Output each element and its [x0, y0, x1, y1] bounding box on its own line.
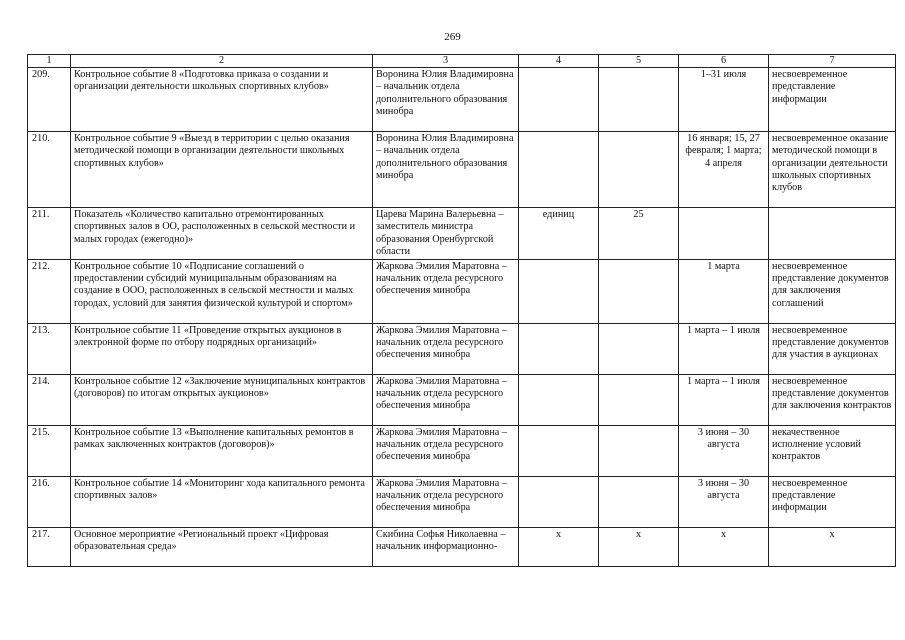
row-responsible: Жаркова Эмилия Маратовна – начальник отдела ресурсного обеспечения минобра	[373, 260, 519, 324]
header-col-5: 5	[599, 55, 679, 68]
row-risk: несвоевременное представление документов для заключения соглашений	[769, 260, 896, 324]
row-risk: несвоевременное представление документов для заключения контрактов	[769, 375, 896, 426]
row-responsible: Жаркова Эмилия Маратовна – начальник отдела ресурсного обеспечения минобра	[373, 426, 519, 477]
row-unit	[519, 375, 599, 426]
header-col-2: 2	[71, 55, 373, 68]
page-number: 269	[444, 31, 461, 43]
row-responsible: Жаркова Эмилия Маратовна – начальник отдела ресурсного обеспечения минобра	[373, 324, 519, 375]
row-risk: некачественное исполнение условий контрактов	[769, 426, 896, 477]
row-responsible: Жаркова Эмилия Маратовна – начальник отдела ресурсного обеспечения минобра	[373, 375, 519, 426]
row-number: 215.	[28, 426, 71, 477]
row-responsible: Скибина Софья Николаевна – начальник информационно-	[373, 528, 519, 567]
row-unit	[519, 324, 599, 375]
row-deadline: 3 июня – 30 августа	[679, 477, 769, 528]
row-risk	[769, 208, 896, 260]
row-number: 214.	[28, 375, 71, 426]
row-responsible: Жаркова Эмилия Маратовна – начальник отдела ресурсного обеспечения минобра	[373, 477, 519, 528]
row-number: 213.	[28, 324, 71, 375]
plan-table	[27, 54, 896, 567]
row-name: Показатель «Количество капитально отремонтированных спортивных залов в ОО, расположенных в сельской местности и малых городах (ежегодно)»	[71, 208, 373, 260]
row-name: Контрольное событие 8 «Подготовка приказа о создании и организации деятельности школьных спортивных клубов»	[71, 68, 373, 132]
row-name: Контрольное событие 9 «Выезд в территории с целью оказания методической помощи в организации деятельности школьных спортивных клубов»	[71, 132, 373, 208]
row-deadline: 1–31 июля	[679, 68, 769, 132]
table-row	[28, 324, 896, 375]
header-row	[28, 55, 896, 68]
row-name: Контрольное событие 10 «Подписание соглашений о предоставлении субсидий муниципальным образованиям на создание в ООО, расположенных в сельской местности и малых городах, условий для занятия физической культурой и спортом»	[71, 260, 373, 324]
row-deadline: 1 марта	[679, 260, 769, 324]
row-name: Контрольное событие 11 «Проведение открытых аукционов в электронной форме по отбору подрядных организаций»	[71, 324, 373, 375]
table-row	[28, 477, 896, 528]
row-value	[599, 68, 679, 132]
header-col-1: 1	[28, 55, 71, 68]
row-deadline: х	[679, 528, 769, 567]
table-row	[28, 375, 896, 426]
row-unit	[519, 260, 599, 324]
row-deadline	[679, 208, 769, 260]
row-responsible: Воронина Юлия Владимировна – начальник отдела дополнительного образования минобра	[373, 68, 519, 132]
row-unit	[519, 132, 599, 208]
row-number: 212.	[28, 260, 71, 324]
table-row	[28, 132, 896, 208]
row-value: 25	[599, 208, 679, 260]
row-number: 211.	[28, 208, 71, 260]
table-row	[28, 68, 896, 132]
row-unit: х	[519, 528, 599, 567]
row-deadline: 1 марта – 1 июля	[679, 324, 769, 375]
row-number: 209.	[28, 68, 71, 132]
table-row	[28, 426, 896, 477]
row-unit	[519, 426, 599, 477]
header-col-7: 7	[769, 55, 896, 68]
row-value	[599, 477, 679, 528]
row-responsible: Воронина Юлия Владимировна – начальник отдела дополнительного образования минобра	[373, 132, 519, 208]
row-deadline: 1 марта – 1 июля	[679, 375, 769, 426]
row-name: Основное мероприятие «Региональный проект «Цифровая образовательная среда»	[71, 528, 373, 567]
row-deadline: 16 января; 15, 27 февраля; 1 марта; 4 апреля	[679, 132, 769, 208]
row-risk: несвоевременное представление информации	[769, 68, 896, 132]
row-value	[599, 426, 679, 477]
table-row	[28, 528, 896, 567]
row-risk: несвоевременное представление информации	[769, 477, 896, 528]
row-unit	[519, 68, 599, 132]
row-name: Контрольное событие 13 «Выполнение капитальных ремонтов в рамках заключенных контрактов (договоров)»	[71, 426, 373, 477]
row-value	[599, 375, 679, 426]
row-name: Контрольное событие 12 «Заключение муниципальных контрактов (договоров) по итогам открытых аукционов»	[71, 375, 373, 426]
header-col-3: 3	[373, 55, 519, 68]
row-unit: единиц	[519, 208, 599, 260]
row-name: Контрольное событие 14 «Мониторинг хода капитального ремонта спортивных залов»	[71, 477, 373, 528]
header-col-4: 4	[519, 55, 599, 68]
table-row	[28, 208, 896, 260]
row-deadline: 3 июня – 30 августа	[679, 426, 769, 477]
row-value	[599, 132, 679, 208]
row-risk: х	[769, 528, 896, 567]
row-risk: несвоевременное оказание методической помощи в организации деятельности школьных спортивных клубов	[769, 132, 896, 208]
row-number: 210.	[28, 132, 71, 208]
row-value	[599, 260, 679, 324]
row-number: 216.	[28, 477, 71, 528]
row-responsible: Царева Марина Валерьевна – заместитель министра образования Оренбургской области	[373, 208, 519, 260]
header-col-6: 6	[679, 55, 769, 68]
row-risk: несвоевременное представление документов для участия в аукционах	[769, 324, 896, 375]
table-row	[28, 260, 896, 324]
row-value	[599, 324, 679, 375]
row-number: 217.	[28, 528, 71, 567]
row-unit	[519, 477, 599, 528]
row-value: х	[599, 528, 679, 567]
